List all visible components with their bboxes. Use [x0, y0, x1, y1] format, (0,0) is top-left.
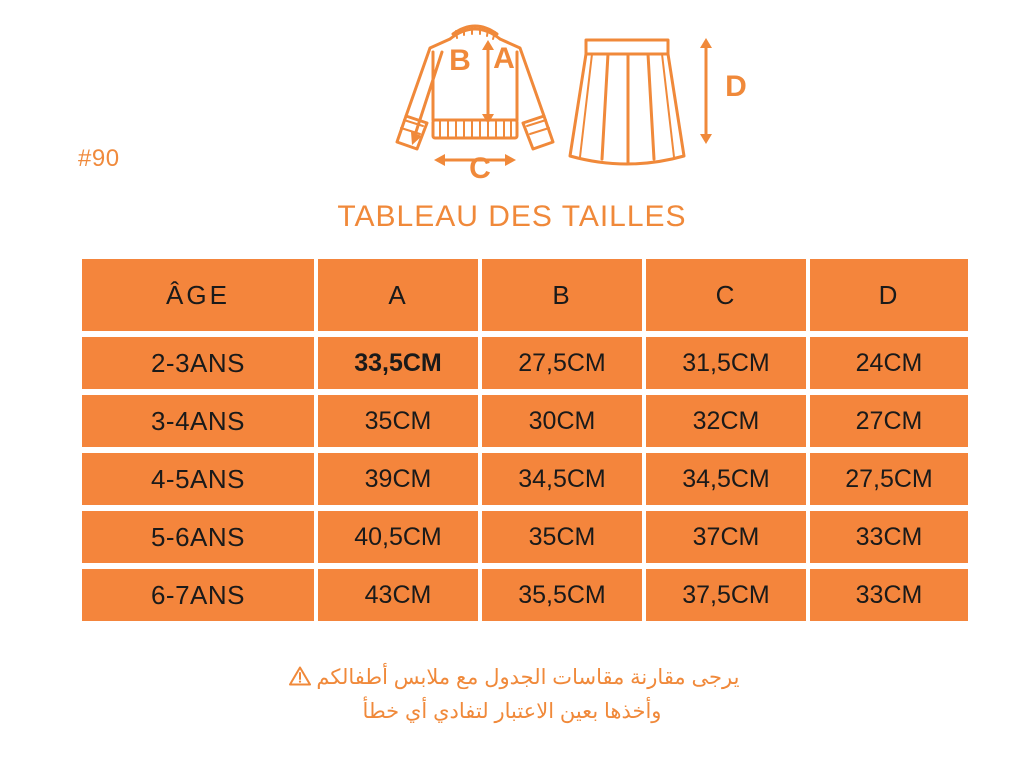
- cell-a: 35CM: [318, 395, 478, 447]
- table-row: [82, 511, 968, 563]
- cell-c: 31,5CM: [646, 337, 806, 389]
- column-header-c: C: [646, 259, 806, 331]
- footer-line-1-wrapper: [0, 662, 1024, 696]
- column-header-a: A: [318, 259, 478, 331]
- cell-c: 37,5CM: [646, 569, 806, 621]
- cell-d: 33CM: [810, 569, 968, 621]
- cell-d: 33CM: [810, 511, 968, 563]
- garment-illustration: [370, 8, 770, 198]
- cell-c: 37CM: [646, 511, 806, 563]
- illustration-label-a: A: [493, 42, 515, 75]
- cell-d: 27,5CM: [810, 453, 968, 505]
- table-row: [82, 453, 968, 505]
- cell-b: 34,5CM: [482, 453, 642, 505]
- cell-c: 32CM: [646, 395, 806, 447]
- footer-note: [0, 662, 1024, 727]
- size-table-wrapper: [78, 253, 948, 627]
- table-row: [82, 337, 968, 389]
- cell-b: 35CM: [482, 511, 642, 563]
- column-header-b: B: [482, 259, 642, 331]
- table-header-row: [82, 259, 968, 331]
- illustration-label-c: C: [469, 152, 491, 185]
- footer-line-2: وأخذها بعين الاعتبار لتفادي أي خطأ: [362, 699, 662, 723]
- column-header-d: D: [810, 259, 968, 331]
- column-header-age: ÂGE: [82, 259, 314, 331]
- cell-a: 43CM: [318, 569, 478, 621]
- cell-d: 24CM: [810, 337, 968, 389]
- table-header: [82, 259, 968, 331]
- size-table: [78, 253, 972, 627]
- warning-icon: [289, 664, 311, 696]
- cell-age: 4-5ANS: [82, 453, 314, 505]
- table-row: [82, 569, 968, 621]
- cell-b: 35,5CM: [482, 569, 642, 621]
- cell-c: 34,5CM: [646, 453, 806, 505]
- page-title: TABLEAU DES TAILLES: [337, 200, 687, 233]
- reference-number: #90: [78, 145, 120, 172]
- cell-a: 39CM: [318, 453, 478, 505]
- cell-a: 33,5CM: [318, 337, 478, 389]
- cell-age: 2-3ANS: [82, 337, 314, 389]
- cell-b: 27,5CM: [482, 337, 642, 389]
- table-row: [82, 395, 968, 447]
- cell-age: 6-7ANS: [82, 569, 314, 621]
- cell-d: 27CM: [810, 395, 968, 447]
- illustration-label-d: D: [725, 70, 747, 103]
- cell-age: 3-4ANS: [82, 395, 314, 447]
- table-body: [82, 337, 968, 621]
- cell-age: 5-6ANS: [82, 511, 314, 563]
- cell-a: 40,5CM: [318, 511, 478, 563]
- illustration-label-b: B: [449, 44, 471, 77]
- cell-b: 30CM: [482, 395, 642, 447]
- footer-line-1: يرجى مقارنة مقاسات الجدول مع ملابس أطفالكم: [316, 666, 740, 689]
